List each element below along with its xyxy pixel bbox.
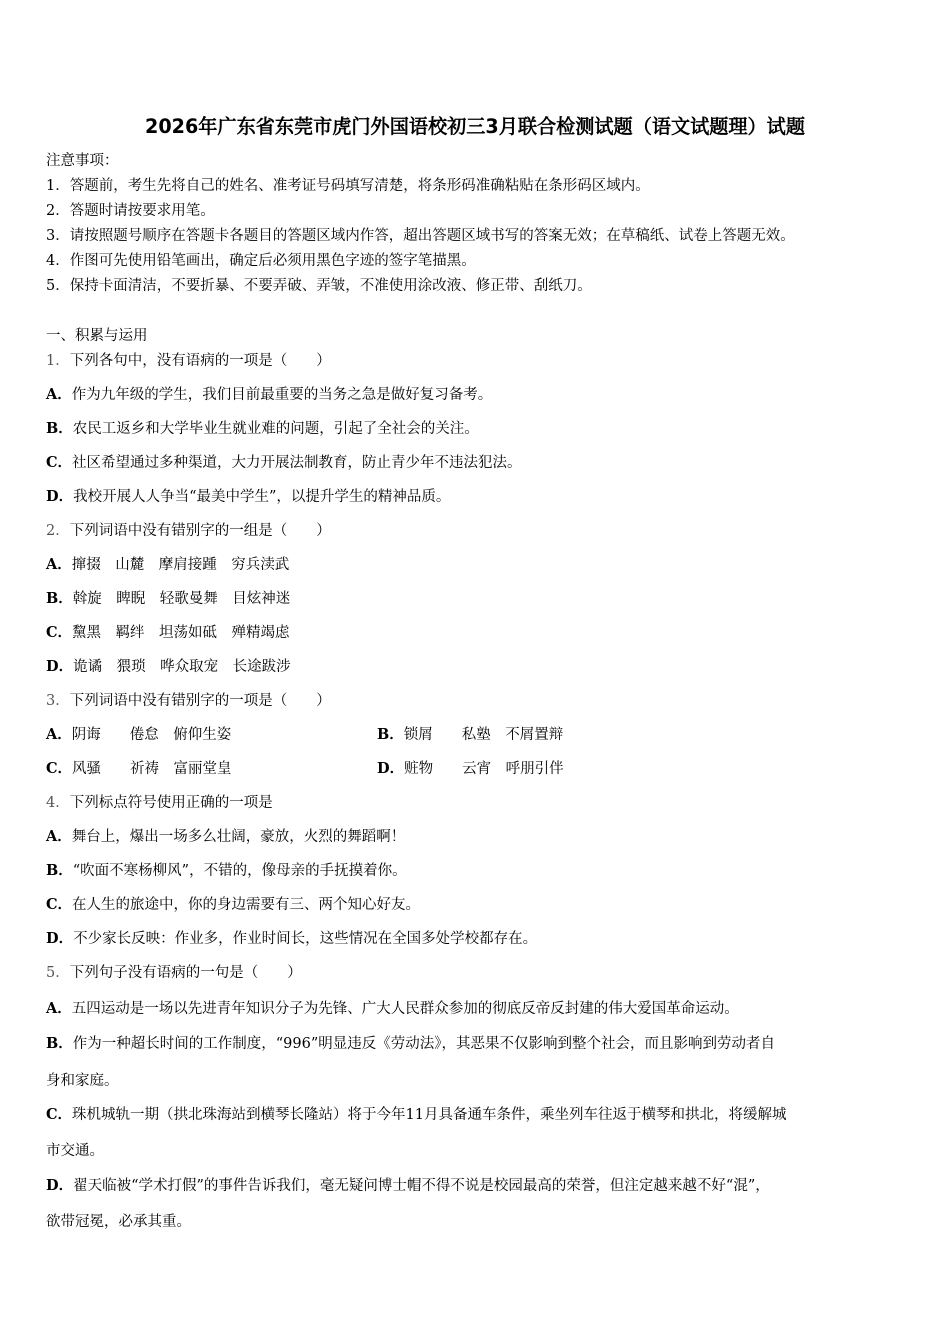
option-text: 珠机城轨一期（拱北珠海站到横琴长隆站）将于今年11月具备通车条件，乘坐列车往返于横琴和拱北，将缓解城 [72, 1107, 787, 1123]
option-label: C． [46, 624, 73, 641]
question-stem: 下列词语中没有错别字的一项是（ ） [69, 693, 331, 709]
notice-item: 4．作图可先使用铅笔画出，确定后必须用黑色字迹的签字笔描黑。 [46, 253, 476, 269]
option-label: D． [46, 930, 74, 947]
option-text: 不少家长反映：作业多，作业时间长，这些情况在全国多处学校都存在。 [73, 931, 538, 947]
notice-item: 5．保持卡面清洁，不要折暴、不要弄破、弄皱，不准使用涂改液、修正带、刮纸刀。 [46, 278, 592, 294]
option-label: A． [46, 828, 72, 845]
option-text: 诡谲 猥琐 哗众取宠 长途跋涉 [73, 659, 291, 675]
option-text: 五四运动是一场以先进青年知识分子为先锋、广大人民群众参加的彻底反帝反封建的伟大爱国革命运动。 [71, 1001, 739, 1017]
option-label: A． [46, 386, 72, 403]
question-stem: 下列各句中，没有语病的一项是（ ） [69, 353, 331, 369]
question-stem: 下列句子没有语病的一句是（ ） [69, 965, 302, 981]
option-text: 撺掇 山麓 摩肩接踵 穷兵渎武 [71, 557, 290, 573]
option-continuation: 身和家庭。 [46, 1073, 119, 1089]
option-continuation: 市交通。 [46, 1143, 104, 1159]
option-row [46, 453, 522, 473]
option-row [46, 861, 407, 881]
option-row [46, 419, 479, 439]
option-label: B． [46, 1035, 73, 1052]
question-4 [46, 793, 273, 813]
notice-item: 3．请按照题号顺序在答题卡各题目的答题区域内作答，超出答题区域书写的答案无效；在草稿纸、试卷上答题无效。 [46, 228, 795, 244]
option-row [46, 623, 290, 643]
option-row [46, 555, 289, 575]
question-number: 5． [46, 965, 70, 981]
option-text: 翟天临被“学术打假”的事件告诉我们，毫无疑问博士帽不得不说是校园最高的荣誉，但注定越来越不好“混”， [73, 1178, 770, 1194]
option-text: 锁屑 私塾 不屑置辩 [403, 727, 564, 743]
option-label: C． [46, 1106, 73, 1123]
option-text: 我校开展人人争当“最美中学生”，以提升学生的精神品质。 [73, 489, 451, 505]
question-number: 4． [46, 795, 70, 811]
option-row [46, 759, 232, 779]
option-row [46, 657, 291, 677]
question-stem: 下列词语中没有错别字的一组是（ ） [69, 523, 331, 539]
option-text: “吹面不寒杨柳风”，不错的，像母亲的手抚摸着你。 [72, 863, 407, 879]
option-text: 农民工返乡和大学毕业生就业难的问题，引起了全社会的关注。 [72, 421, 479, 437]
option-label: C． [46, 760, 73, 777]
option-label: C． [46, 454, 73, 471]
option-label: D． [46, 658, 74, 675]
option-label: D． [46, 488, 74, 505]
option-text: 斡旋 睥睨 轻歌曼舞 目炫神迷 [72, 591, 291, 607]
option-label: D． [377, 760, 405, 777]
question-3 [46, 691, 331, 711]
option-label: C． [46, 896, 73, 913]
option-continuation: 欲带冠冕，必承其重。 [46, 1214, 191, 1230]
option-row [46, 589, 290, 609]
option-label: D． [46, 1177, 74, 1194]
option-text: 阴诲 倦怠 俯仰生姿 [71, 727, 232, 743]
page-title: 2026年广东省东莞市虎门外国语校初三3月联合检测试题（语文试题理）试题 [145, 115, 805, 138]
option-label: B． [46, 420, 73, 437]
notice-heading: 注意事项： [46, 153, 119, 169]
option-text: 作为九年级的学生，我们目前最重要的当务之急是做好复习备考。 [71, 387, 493, 403]
question-number: 3． [46, 693, 70, 709]
notice-item: 1．答题前，考生先将自己的姓名、准考证号码填写清楚，将条形码准确粘贴在条形码区域内。 [46, 178, 650, 194]
question-1 [46, 351, 331, 371]
option-row [46, 1034, 775, 1054]
option-label: A． [46, 726, 72, 743]
option-row [46, 1176, 770, 1196]
question-number: 1． [46, 353, 70, 369]
option-row [46, 1105, 787, 1125]
option-text: 社区希望通过多种渠道，大力开展法制教育，防止青少年不违法犯法。 [72, 455, 522, 471]
option-row [46, 385, 492, 405]
option-row [46, 827, 405, 847]
option-text: 在人生的旅途中，你的身边需要有三、两个知心好友。 [72, 897, 421, 913]
option-text: 舞台上，爆出一场多么壮阔，豪放，火烈的舞蹈啊！ [71, 829, 406, 845]
option-label: A． [46, 556, 72, 573]
question-stem: 下列标点符号使用正确的一项是 [69, 795, 273, 811]
option-text: 黧黑 羁绊 坦荡如砥 殚精竭虑 [72, 625, 290, 641]
question-2 [46, 521, 331, 541]
section-heading: 一、积累与运用 [46, 328, 148, 344]
option-text: 作为一种超长时间的工作制度，“996”明显违反《劳动法》，其恶果不仅影响到整个社会，而且影响到劳动者自 [72, 1036, 776, 1052]
option-text: 风骚 祈祷 富丽堂皇 [72, 761, 232, 777]
option-row [46, 487, 450, 507]
question-5 [46, 963, 302, 983]
notice-item: 2．答题时请按要求用笔。 [46, 203, 215, 219]
option-text: 赃物 云宵 呼朋引伴 [404, 761, 564, 777]
option-label: B． [377, 726, 404, 743]
option-row [46, 895, 420, 915]
option-label: B． [46, 590, 73, 607]
option-row [46, 929, 537, 949]
option-row [377, 725, 563, 745]
option-row [377, 759, 564, 779]
option-row [46, 725, 231, 745]
option-label: A． [46, 1000, 72, 1017]
option-row [46, 999, 739, 1019]
option-label: B． [46, 862, 73, 879]
question-number: 2． [46, 523, 70, 539]
